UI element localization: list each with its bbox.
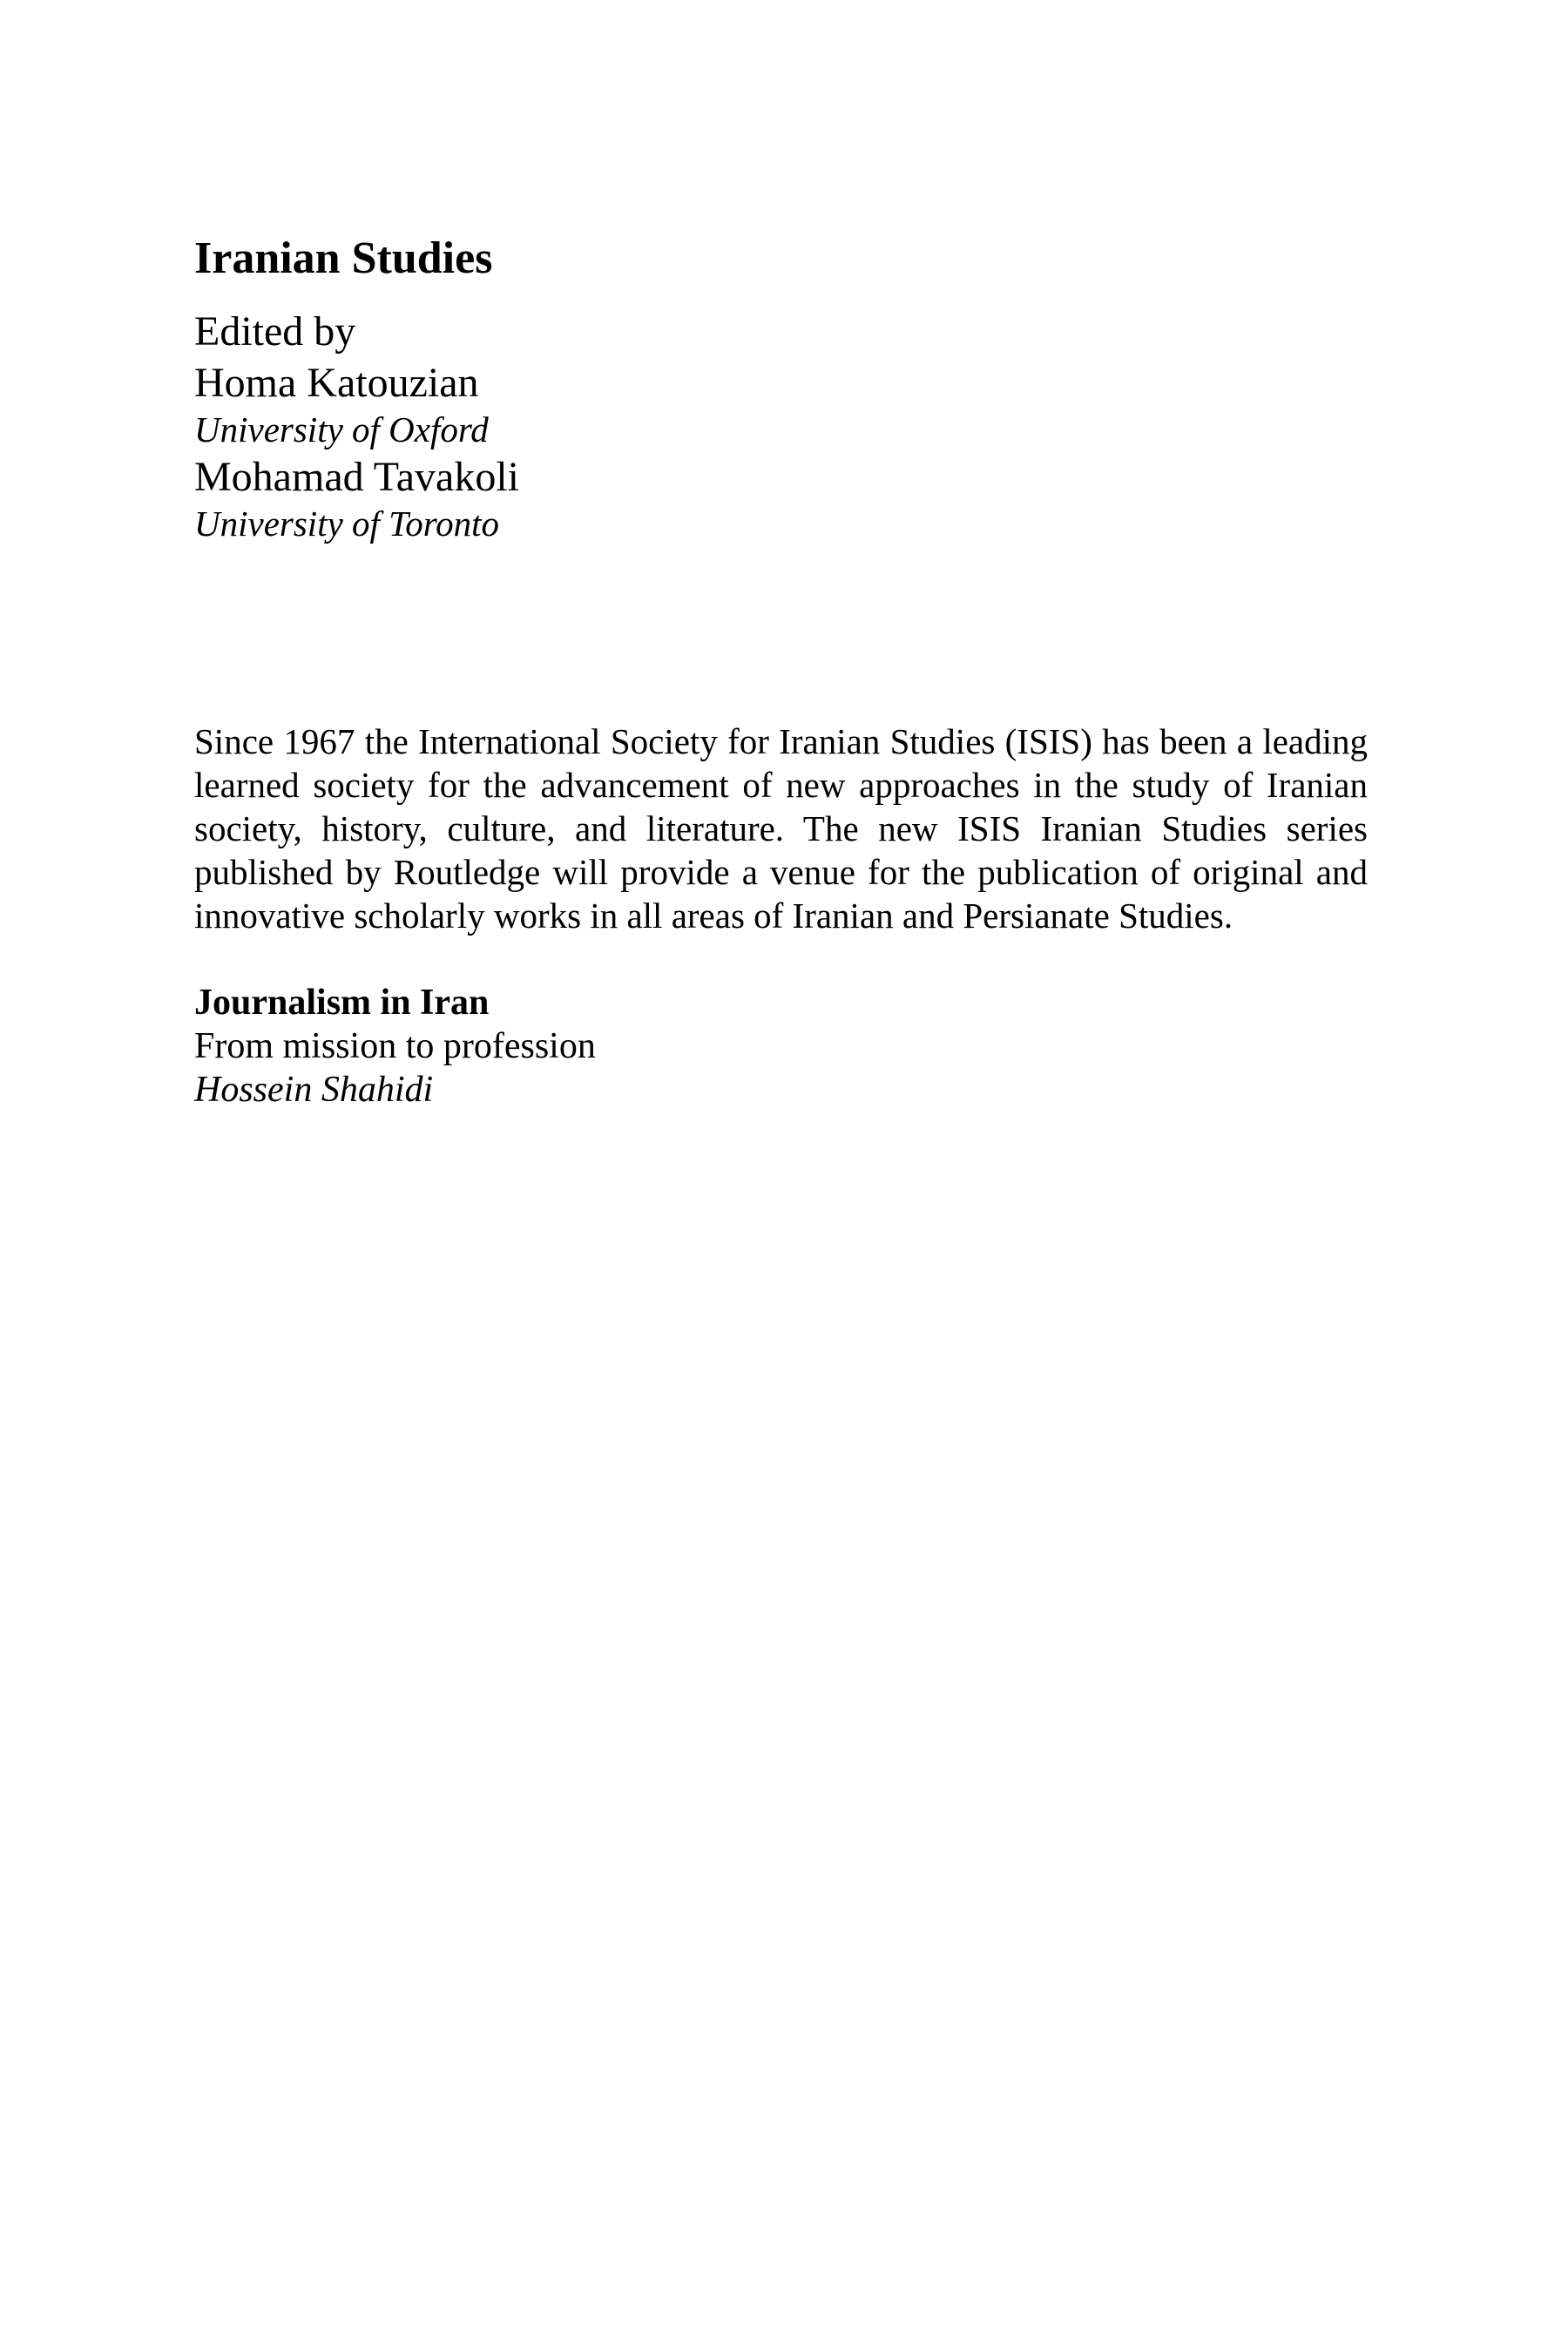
series-description (194, 720, 1368, 937)
editors-block (194, 306, 519, 545)
series-description-line: published by Routledge will provide a venue for the publication of original and (194, 852, 1368, 892)
editor-name: Homa Katouzian (194, 360, 479, 406)
series-description-line: society, history, culture, and literature. The new ISIS Iranian Studies series (194, 808, 1368, 848)
editor-name: Mohamad Tavakoli (194, 454, 520, 500)
series-description-line: learned society for the advancement of new approaches in the study of Iranian (194, 765, 1368, 805)
book-title: Journalism in Iran (194, 983, 490, 1023)
series-description-line: innovative scholarly works in all areas of Iranian and Persianate Studies. (194, 896, 1233, 936)
book-subtitle: From mission to profession (194, 1026, 596, 1066)
editor-affiliation: University of Toronto (194, 504, 500, 544)
editor-affiliation: University of Oxford (194, 409, 489, 449)
series-description-line: Since 1967 the International Society for Iranian Studies (ISIS) has been a leading (194, 721, 1368, 761)
series-title: Iranian Studies (194, 233, 493, 283)
book-author: Hossein Shahidi (194, 1070, 434, 1110)
book-listing (194, 981, 596, 1112)
edited-by-label: Edited by (194, 308, 356, 355)
